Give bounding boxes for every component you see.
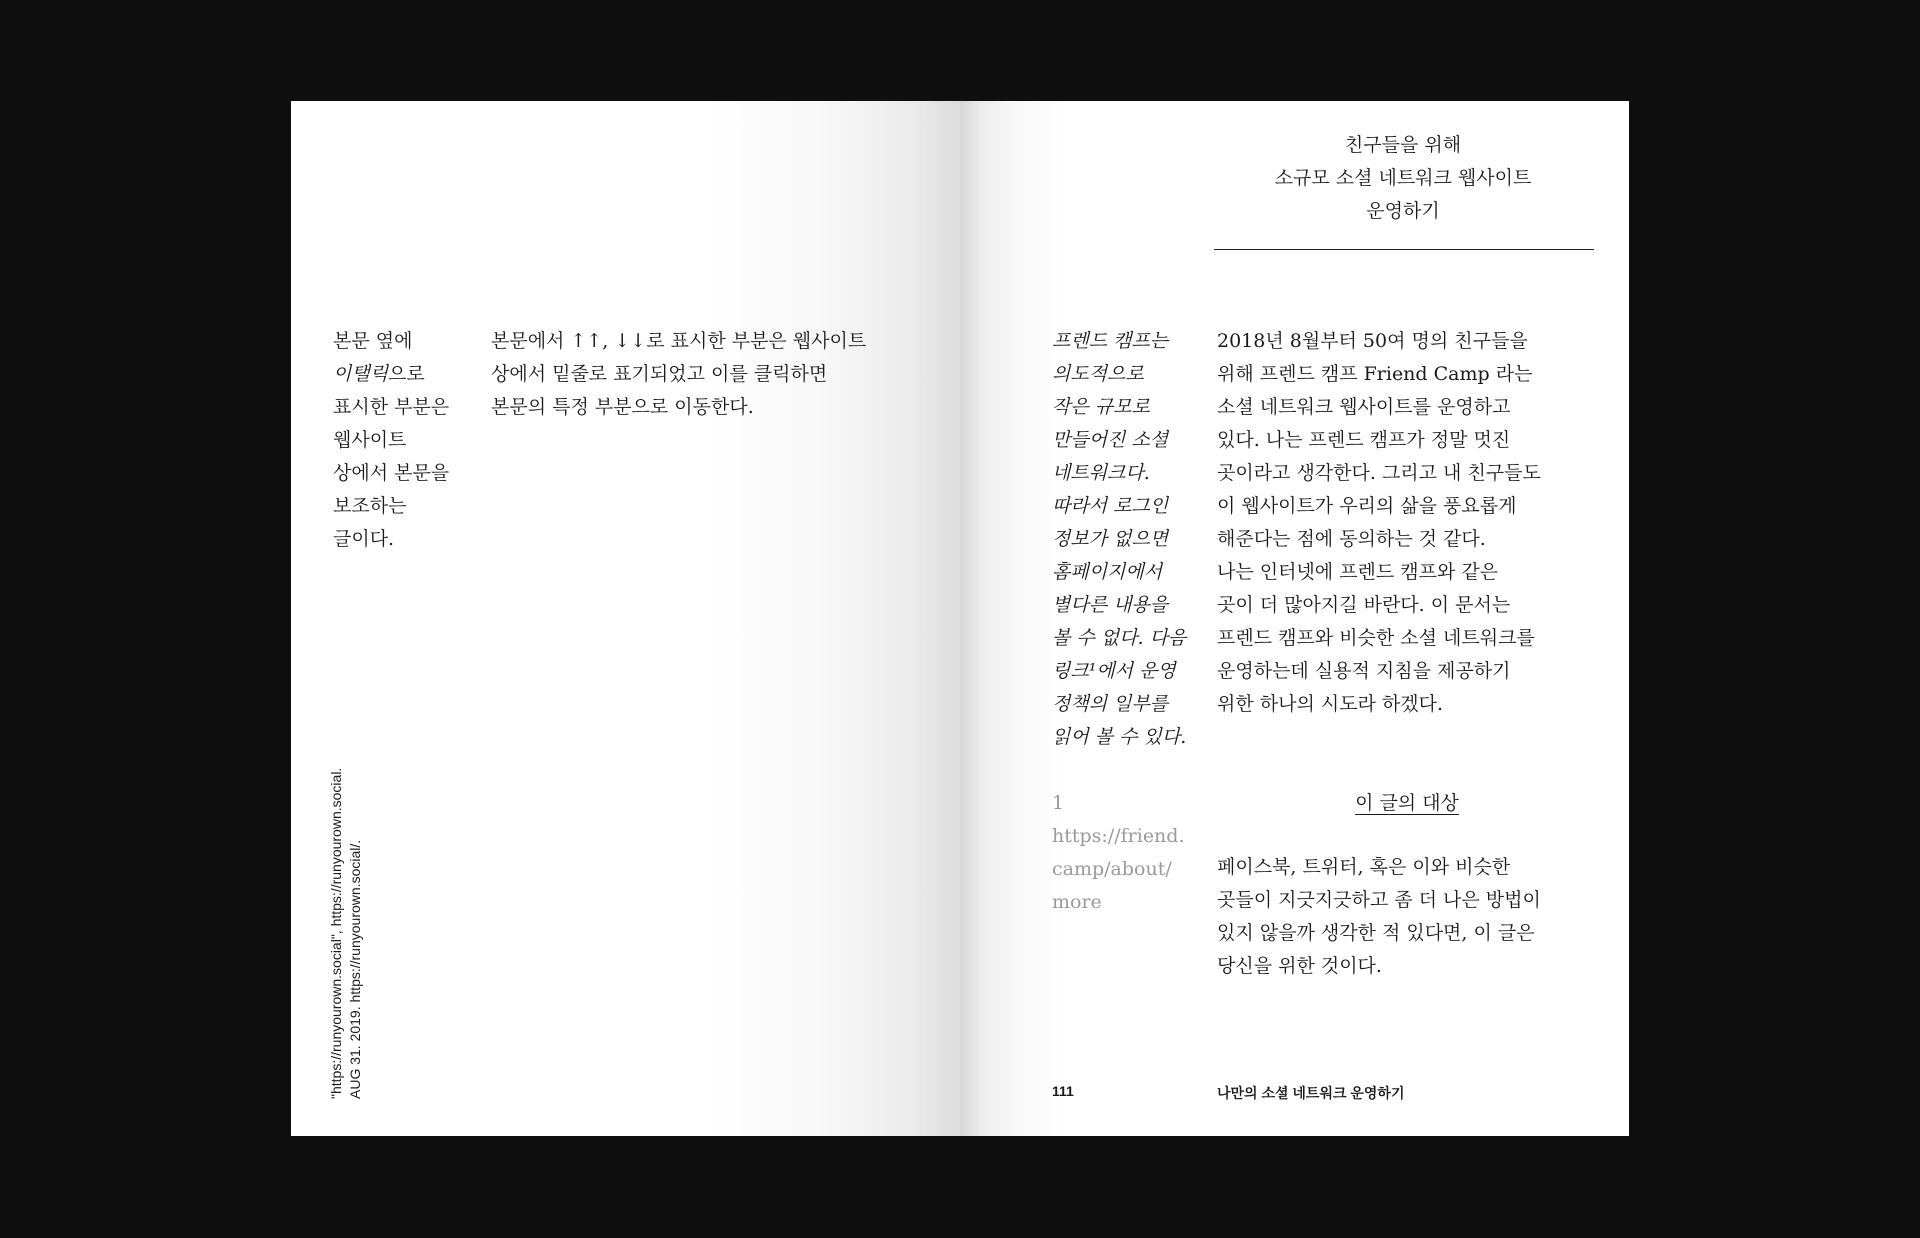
main-note-line: 본문에서 ↑↑, ↓↓로 표시한 부분은 웹사이트 xyxy=(491,330,867,352)
body-line: 곳이라고 생각한다. 그리고 내 친구들도 xyxy=(1217,462,1541,484)
side-note-suffix: 으로 xyxy=(388,363,425,385)
margin-note-line: 만들어진 소셜 xyxy=(1052,429,1169,451)
header-line: 소규모 소셜 네트워크 웹사이트 xyxy=(1274,167,1532,189)
section-line: 있지 않을까 생각한 적 있다면, 이 글은 xyxy=(1217,922,1535,944)
margin-note-line: 프렌드 캠프는 xyxy=(1052,330,1169,352)
header-line: 친구들을 위해 xyxy=(1344,134,1462,156)
side-note-line xyxy=(333,358,473,391)
main-body-text xyxy=(1217,325,1597,721)
margin-note-line: 네트워크다. xyxy=(1052,462,1150,484)
margin-note-line: 작은 규모로 xyxy=(1052,396,1150,418)
body-line: 위한 하나의 시도라 하겠다. xyxy=(1217,693,1444,715)
section-heading-text: 이 글의 대상 xyxy=(1355,792,1459,814)
header-line: 운영하기 xyxy=(1366,200,1440,222)
margin-note-line: 별다른 내용을 xyxy=(1052,594,1169,616)
side-note-italic-word: 이탤릭 xyxy=(333,363,389,385)
body-line: 해준다는 점에 동의하는 것 같다. xyxy=(1217,528,1486,550)
margin-note-line: 볼 수 없다. 다음 xyxy=(1052,627,1187,649)
margin-note-line: 정보가 없으면 xyxy=(1052,528,1169,550)
margin-note-line: 의도적으로 xyxy=(1052,363,1144,385)
section-body-text xyxy=(1217,851,1597,983)
body-line: 2018년 8월부터 50여 명의 친구들을 xyxy=(1217,330,1528,352)
right-page xyxy=(960,101,1629,1136)
margin-note-line: 따라서 로그인 xyxy=(1052,495,1169,517)
vertical-reference-line: "https://runyourown.social", https://runyourown.social. xyxy=(328,767,344,1099)
margin-note-line: 홈페이지에서 xyxy=(1052,561,1163,583)
body-line: 위해 프렌드 캠프 Friend Camp 라는 xyxy=(1217,363,1533,385)
margin-note xyxy=(1052,325,1212,754)
footnote-number: 1 xyxy=(1052,792,1065,814)
margin-note-line: 정책의 일부를 xyxy=(1052,693,1169,715)
footnote-link-line: https://friend. xyxy=(1052,825,1185,847)
margin-note-line: 읽어 볼 수 있다. xyxy=(1052,726,1187,748)
left-side-note xyxy=(333,325,473,556)
header-rule xyxy=(1214,249,1594,250)
body-line: 나는 인터넷에 프렌드 캠프와 같은 xyxy=(1217,561,1499,583)
section-line: 당신을 위한 것이다. xyxy=(1217,955,1382,977)
body-line: 프렌드 캠프와 비슷한 소셜 네트워크를 xyxy=(1217,627,1535,649)
footnote xyxy=(1052,787,1212,919)
footnote-link-line: more xyxy=(1052,891,1102,913)
section-line: 페이스북, 트위터, 혹은 이와 비슷한 xyxy=(1217,856,1511,878)
side-note-line: 글이다. xyxy=(333,528,395,550)
body-line: 이 웹사이트가 우리의 삶을 풍요롭게 xyxy=(1217,495,1517,517)
section-line: 곳들이 지긋지긋하고 좀 더 나은 방법이 xyxy=(1217,889,1541,911)
open-book xyxy=(291,101,1629,1136)
side-note-line: 보조하는 xyxy=(333,495,407,517)
side-note-line: 표시한 부분은 xyxy=(333,396,450,418)
body-line: 소셜 네트워크 웹사이트를 운영하고 xyxy=(1217,396,1511,418)
margin-note-line: 링크¹에서 운영 xyxy=(1052,660,1176,682)
chapter-header xyxy=(1212,129,1594,228)
left-page xyxy=(291,101,960,1136)
vertical-reference xyxy=(327,699,365,1099)
running-title: 나만의 소셜 네트워크 운영하기 xyxy=(1217,1085,1405,1101)
left-main-note xyxy=(491,325,911,424)
page-number: 111 xyxy=(1052,1083,1074,1099)
side-note-line: 웹사이트 xyxy=(333,429,407,451)
body-line: 운영하는데 실용적 지침을 제공하기 xyxy=(1217,660,1511,682)
body-line: 곳이 더 많아지길 바란다. 이 문서는 xyxy=(1217,594,1511,616)
vertical-reference-line: AUG 31. 2019. https://runyourown.social/. xyxy=(347,839,363,1099)
footnote-link-line: camp/about/ xyxy=(1052,858,1172,880)
main-note-line: 상에서 밑줄로 표기되었고 이를 클릭하면 xyxy=(491,363,828,385)
main-note-line: 본문의 특정 부분으로 이동한다. xyxy=(491,396,754,418)
side-note-line: 본문 옆에 xyxy=(333,330,413,352)
body-line: 있다. 나는 프렌드 캠프가 정말 멋진 xyxy=(1217,429,1511,451)
section-heading xyxy=(1217,787,1597,820)
side-note-line: 상에서 본문을 xyxy=(333,462,450,484)
